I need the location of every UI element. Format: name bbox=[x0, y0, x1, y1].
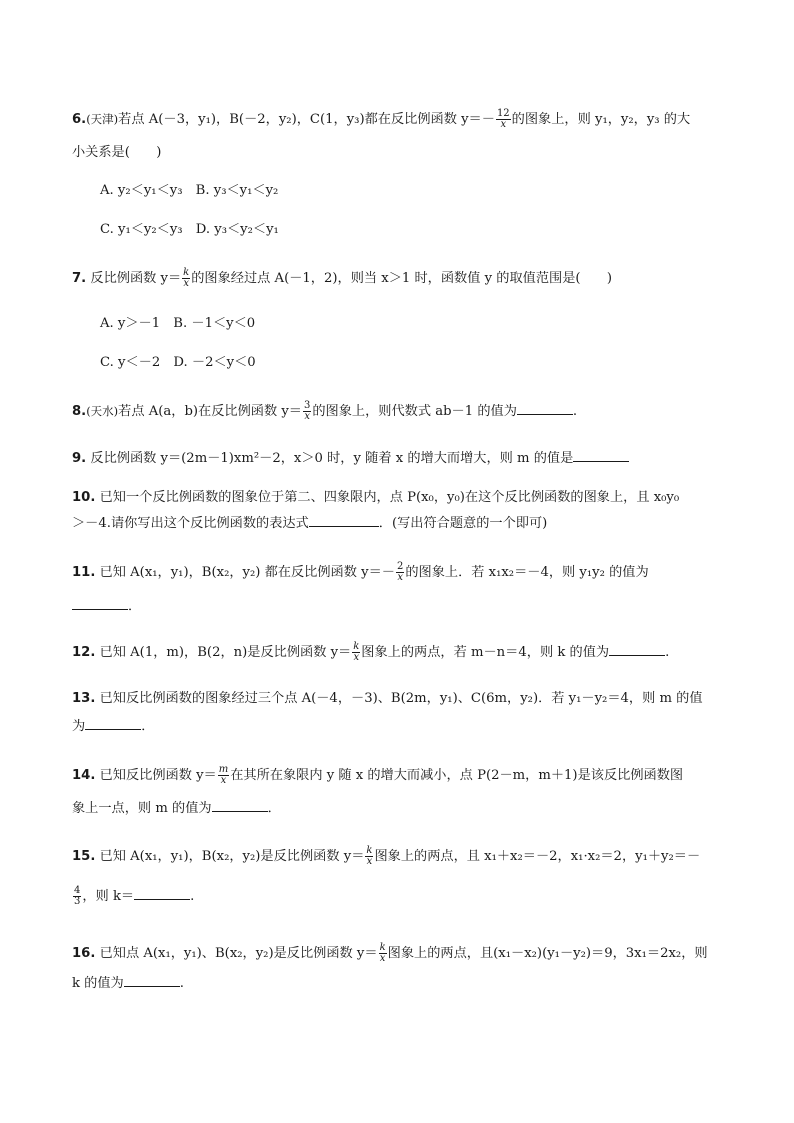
fraction: $\frac{k}{x}$ bbox=[366, 845, 373, 867]
question-15: 15. 已知 A(x₁，y₁)，B(x₂，y₂)是反比例函数 y＝ $\frac{k}{x}$ 图象上的两点，且 x₁＋x₂＝－2，x₁·x₂＝2，y₁＋y₂＝－ bbox=[72, 845, 701, 867]
question-source: (天津) bbox=[86, 112, 119, 126]
fraction: $\frac{k}{x}$ bbox=[353, 641, 360, 663]
answer-blank[interactable] bbox=[72, 597, 128, 610]
question-11-line2: ． bbox=[72, 597, 732, 616]
question-number: 13. bbox=[72, 691, 96, 706]
question-6: 6.(天津)若点 A(－3，y₁)，B(－2，y₂)，C(1，y₃)都在反比例函数 y＝－ $\frac{12}{x}$ 的图象上，则 y₁，y₂，y₃ 的大 bbox=[72, 108, 691, 130]
answer-blank[interactable] bbox=[134, 887, 190, 900]
question-11: 11. 已知 A(x₁，y₁)，B(x₂，y₂) 都在反比例函数 y＝－ $\frac{2}{x}$ 的图象上．若 x₁x₂＝－4，则 y₁y₂ 的值为 bbox=[72, 561, 649, 583]
answer-blank[interactable] bbox=[609, 643, 665, 656]
question-source: (天水) bbox=[86, 404, 119, 418]
fraction: $\frac{k}{x}$ bbox=[379, 942, 386, 964]
question-7: 7. 反比例函数 y＝ $\frac{k}{x}$ 的图象经过点 A(－1，2)，则当 x＞1 时，函数值 y 的取值范围是( ) bbox=[72, 267, 613, 289]
question-8: 8.(天水)若点 A(a，b)在反比例函数 y＝ $\frac{3}{x}$ 的图象上，则代数式 ab－1 的值为 . bbox=[72, 400, 578, 422]
question-number: 16. bbox=[72, 946, 96, 961]
question-number: 7. bbox=[72, 271, 87, 286]
fraction: $\frac{k}{x}$ bbox=[183, 267, 190, 289]
question-number: 8. bbox=[72, 404, 87, 419]
question-7-options-cd: C. y＜－2 D. －2＜y＜0 bbox=[100, 355, 256, 370]
question-number: 10. bbox=[72, 490, 96, 505]
question-15-line2: $\frac{4}{3}$ ，则 k＝ . bbox=[74, 885, 195, 907]
question-16-line2: k 的值为 . bbox=[72, 976, 184, 991]
question-number: 9. bbox=[72, 451, 87, 466]
question-9: 9. 反比例函数 y＝(2m－1)xm²－2，x＞0 时，y 随着 x 的增大而增大，则 m 的值是 bbox=[72, 449, 732, 468]
question-6-options-cd: C. y₁＜y₂＜y₃ D. y₃＜y₂＜y₁ bbox=[100, 222, 279, 237]
question-number: 11. bbox=[72, 565, 96, 580]
answer-blank[interactable] bbox=[85, 717, 141, 730]
fraction: $\frac{2}{x}$ bbox=[396, 561, 404, 583]
answer-blank[interactable] bbox=[573, 449, 629, 462]
fraction: $\frac{4}{3}$ bbox=[74, 885, 81, 907]
question-6-line2: 小关系是( ) bbox=[72, 145, 162, 160]
answer-blank[interactable] bbox=[124, 974, 180, 987]
answer-blank[interactable] bbox=[212, 799, 268, 812]
question-14-line2: 象上一点，则 m 的值为 ． bbox=[72, 801, 281, 816]
question-number: 15. bbox=[72, 849, 96, 864]
question-13: 13. 已知反比例函数的图象经过三个点 A(－4，－3)、B(2m，y₁)、C(6m，y₂)．若 y₁－y₂＝4，则 m 的值 bbox=[72, 691, 703, 706]
answer-blank[interactable] bbox=[517, 402, 573, 415]
question-10-line2: ＞－4.请你写出这个反比例函数的表达式 ．(写出符合题意的一个即可) bbox=[72, 516, 548, 531]
answer-blank[interactable] bbox=[309, 514, 379, 527]
question-10: 10. 已知一个反比例函数的图象位于第二、四象限内，点 P(x₀，y₀)在这个反比例函数的图象上，且 x₀y₀ bbox=[72, 490, 680, 505]
fraction: $\frac{12}{x}$ bbox=[496, 108, 510, 130]
question-number: 12. bbox=[72, 645, 96, 660]
question-14: 14. 已知反比例函数 y＝ $\frac{m}{x}$ 在其所在象限内 y 随 x 的增大而减小，点 P(2－m，m＋1)是该反比例函数图 bbox=[72, 764, 684, 786]
question-6-options-ab: A. y₂＜y₁＜y₃ B. y₃＜y₁＜y₂ bbox=[100, 183, 279, 198]
question-13-line2: 为 ． bbox=[72, 719, 155, 734]
question-number: 6. bbox=[72, 112, 87, 127]
question-number: 14. bbox=[72, 768, 96, 783]
fraction: $\frac{3}{x}$ bbox=[304, 400, 311, 422]
question-12: 12. 已知 A(1，m)，B(2，n)是反比例函数 y＝ $\frac{k}{x}$ 图象上的两点，若 m－n＝4，则 k 的值为 . bbox=[72, 641, 670, 663]
question-7-options-ab: A. y＞－1 B. －1＜y＜0 bbox=[100, 316, 256, 331]
question-16: 16. 已知点 A(x₁，y₁)、B(x₂，y₂)是反比例函数 y＝ $\frac{k}{x}$ 图象上的两点，且(x₁－x₂)(y₁－y₂)＝9，3x₁＝2x₂，则 bbox=[72, 942, 708, 964]
fraction: $\frac{m}{x}$ bbox=[218, 764, 229, 786]
